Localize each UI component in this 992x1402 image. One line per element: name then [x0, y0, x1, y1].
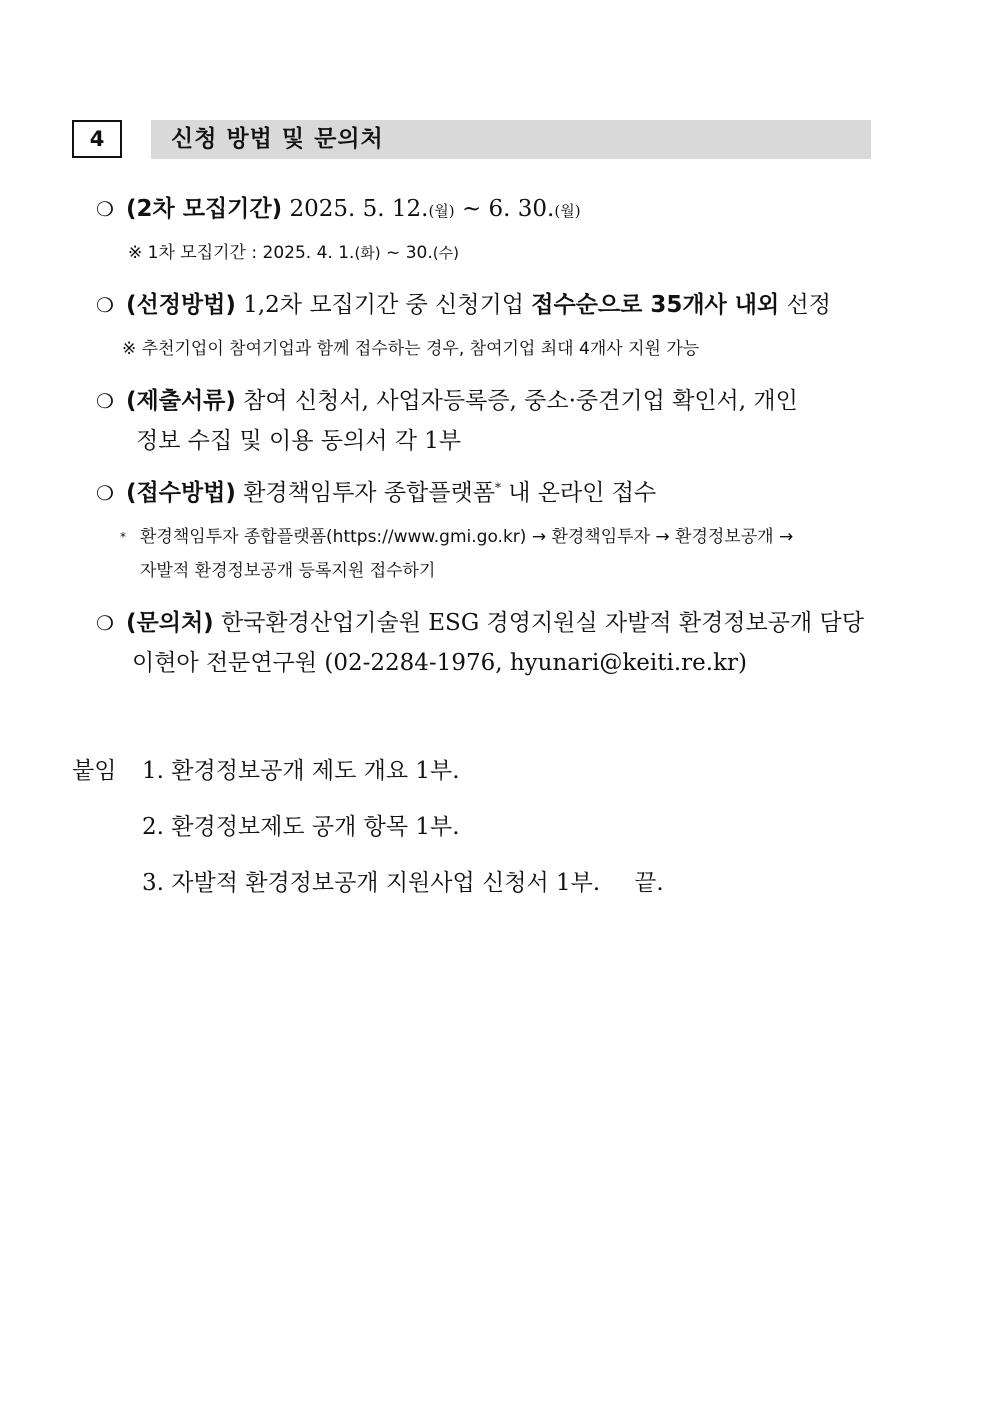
- reception-label: (접수방법): [126, 480, 236, 506]
- contact-line-2: 이현아 전문연구원 (02-2284-1976, hyunari@keiti.re.kr): [132, 650, 747, 676]
- selection-highlight: 접수순으로 35개사 내외: [531, 292, 780, 318]
- attachments-label: 붙임: [72, 758, 117, 784]
- period-dow-end: (월): [554, 202, 581, 220]
- period-line: [96, 190, 581, 223]
- bullet-icon: ❍: [96, 293, 114, 317]
- contact-text: 한국환경산업기술원 ESG 경영지원실 자발적 환경정보공개 담당: [213, 610, 864, 636]
- section-title: 신청 방법 및 문의처: [171, 126, 384, 152]
- reception-footnote-mark: *: [494, 480, 501, 495]
- reception-text-end: 내 온라인 접수: [500, 480, 657, 506]
- period-date: 2025. 5. 12.: [289, 196, 429, 222]
- bullet-icon: ❍: [96, 611, 114, 635]
- attachment-item-1: 1. 환경정보공개 제도 개요 1부.: [142, 758, 460, 784]
- contact-line-1: [96, 604, 864, 637]
- reception-note-line-2: 자발적 환경정보공개 등록지원 접수하기: [140, 561, 436, 581]
- attachment-item-3-text: 3. 자발적 환경정보공개 지원사업 신청서 1부.: [142, 870, 601, 896]
- documents-line-2: 정보 수집 및 이용 동의서 각 1부: [136, 428, 462, 454]
- period-sep: ~ 6. 30.: [454, 196, 555, 222]
- period-note-sep: ~ 30.: [380, 243, 433, 263]
- period-note-dow-start: (화): [354, 244, 381, 262]
- period-note-dow-end: (수): [432, 244, 459, 262]
- period-note: [128, 238, 459, 263]
- bullet-icon: ❍: [96, 389, 114, 413]
- period-label: (2차 모집기간): [126, 196, 283, 222]
- reception-line: [96, 474, 656, 507]
- bullet-icon: ❍: [96, 197, 114, 221]
- section-number: 4: [72, 120, 122, 158]
- reception-note-text: 환경책임투자 종합플랫폼(https://www.gmi.go.kr) → 환경책임투자 → 환경정보공개 →: [140, 527, 794, 547]
- selection-line: [96, 286, 831, 319]
- selection-note: ※ 추천기업이 참여기업과 함께 접수하는 경우, 참여기업 최대 4개사 지원 가능: [122, 339, 700, 359]
- attachment-item-3: [142, 864, 664, 897]
- selection-text-end: 선정: [779, 292, 831, 318]
- documents-line-1: [96, 382, 798, 415]
- section-header-bar: [151, 120, 871, 159]
- selection-text: 1,2차 모집기간 중 신청기업: [235, 292, 532, 318]
- bullet-icon: ❍: [96, 481, 114, 505]
- period-dow-start: (월): [428, 202, 455, 220]
- documents-label: (제출서류): [126, 388, 236, 414]
- end-mark: 끝.: [634, 870, 664, 896]
- reception-note-line-1: [120, 522, 793, 547]
- selection-label: (선정방법): [126, 292, 236, 318]
- reception-text: 환경책임투자 종합플랫폼: [235, 480, 495, 506]
- contact-label: (문의처): [126, 610, 214, 636]
- period-note-text: ※ 1차 모집기간 : 2025. 4. 1.: [128, 243, 355, 263]
- footnote-mark: *: [120, 530, 126, 544]
- documents-text: 참여 신청서, 사업자등록증, 중소·중견기업 확인서, 개인: [235, 388, 798, 414]
- attachment-item-2: 2. 환경정보제도 공개 항목 1부.: [142, 814, 460, 840]
